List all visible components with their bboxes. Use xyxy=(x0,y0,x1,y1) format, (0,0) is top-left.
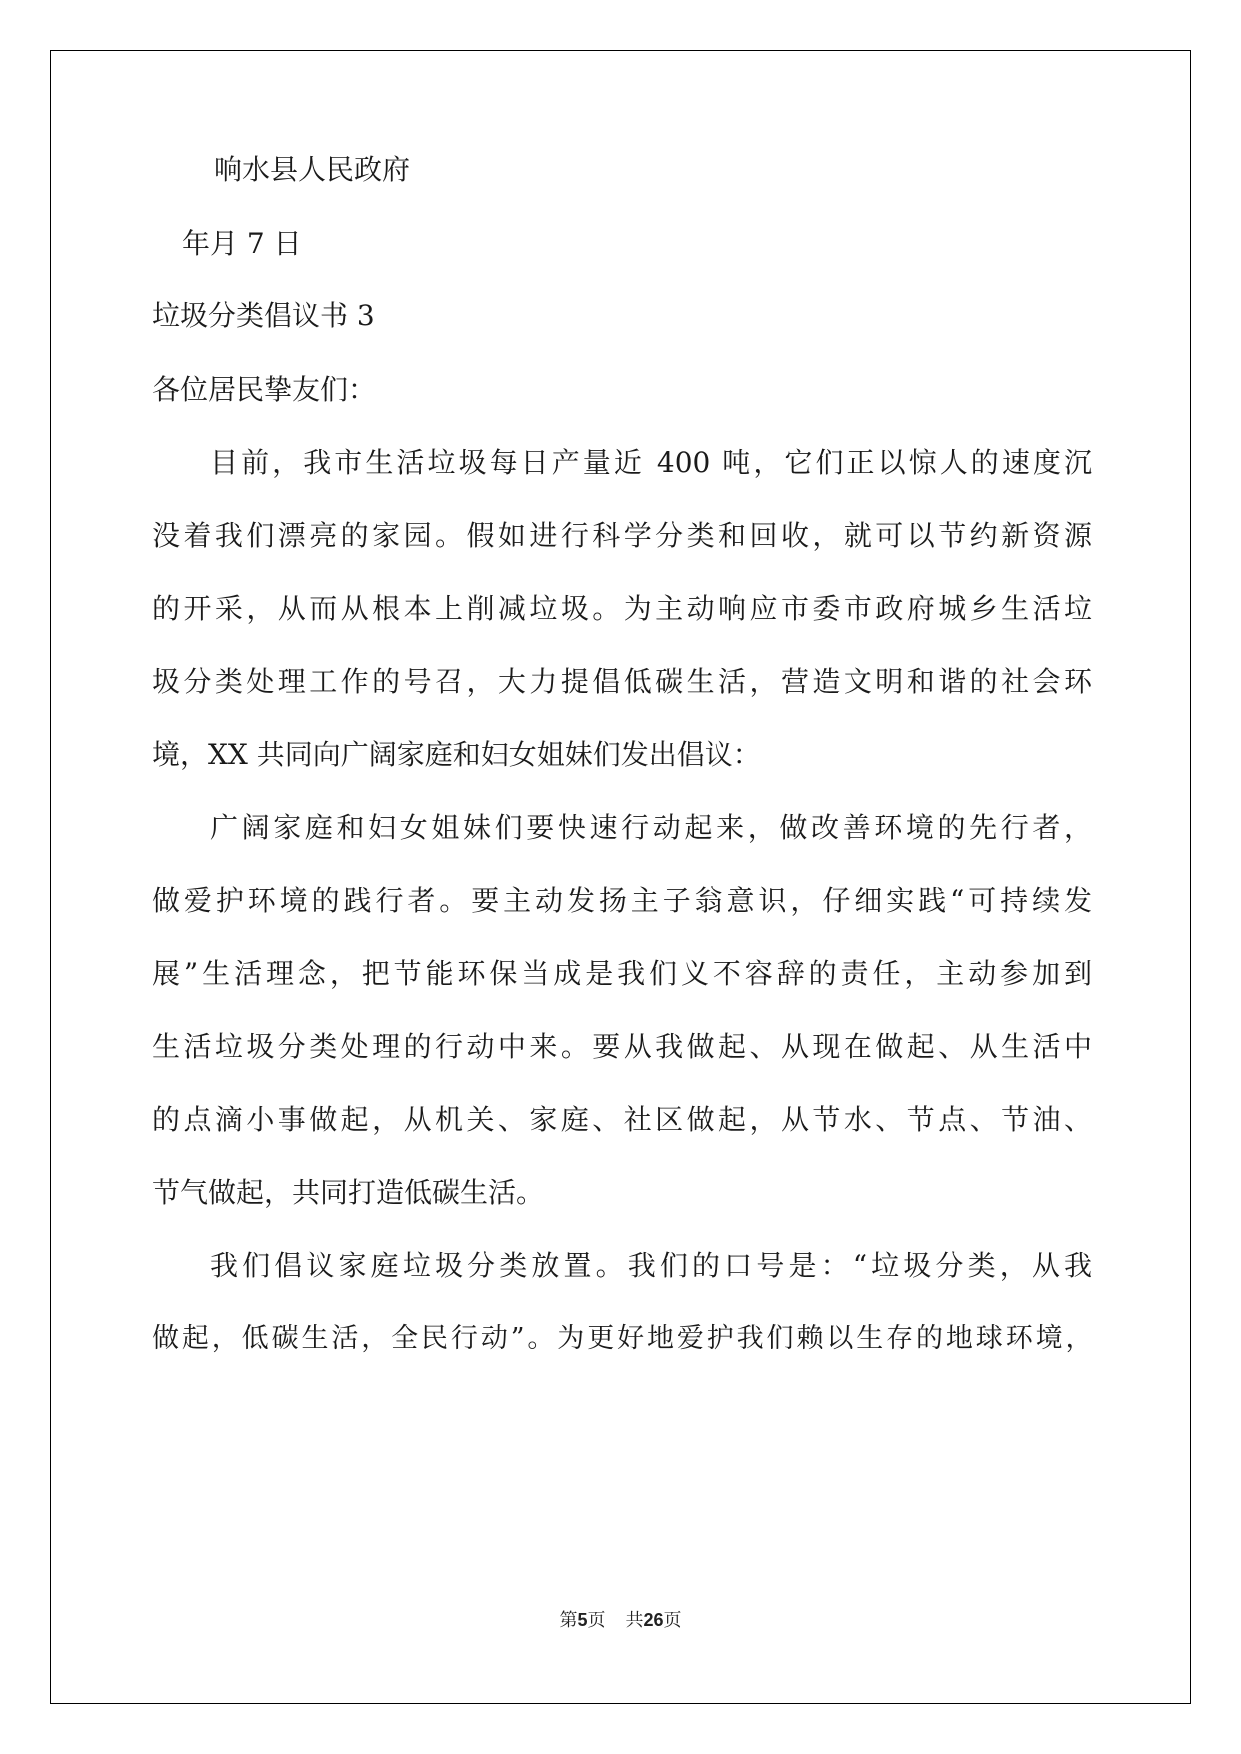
footer-page-suffix: 页 xyxy=(587,1610,606,1631)
paragraph-2-line-6: 节气做起，共同打造低碳生活。 xyxy=(152,1176,545,1209)
paragraph-1-line-1: 目前，我市生活垃圾每日产量近 400 吨，它们正以惊人的速度沉 xyxy=(210,446,1092,479)
paragraph-3-line-2: 做起，低碳生活，全民行动”。为更好地爱护我们赖以生存的地球环境， xyxy=(152,1323,1092,1354)
paragraph-1-line-3: 的开采，从而从根本上削减垃圾。为主动响应市委市政府城乡生活垃 xyxy=(152,592,1092,625)
footer-total-suffix: 页 xyxy=(663,1610,682,1631)
paragraph-1-line-5: 境，XX 共同向广阔家庭和妇女姐妹们发出倡议： xyxy=(152,738,761,771)
paragraph-2-line-5: 的点滴小事做起，从机关、家庭、社区做起，从节水、节点、节油、 xyxy=(152,1103,1092,1136)
footer-page-number: 5 xyxy=(577,1610,588,1630)
paragraph-2-line-3: 展”生活理念，把节能环保当成是我们义不容辞的责任，主动参加到 xyxy=(152,957,1092,990)
page-footer xyxy=(0,1608,1241,1633)
paragraph-3-line-1: 我们倡议家庭垃圾分类放置。我们的口号是：“垃圾分类，从我 xyxy=(210,1249,1092,1282)
paragraph-1-line-4: 圾分类处理工作的号召，大力提倡低碳生活，营造文明和谐的社会环 xyxy=(152,665,1092,698)
paragraph-2-line-2: 做爱护环境的践行者。要主动发扬主子翁意识，仔细实践“可持续发 xyxy=(152,884,1092,917)
paragraph-2-line-1: 广阔家庭和妇女姐妹们要快速行动起来，做改善环境的先行者， xyxy=(210,811,1092,844)
signature-date: 年月 7 日 xyxy=(182,227,302,260)
footer-total-prefix: 共 xyxy=(625,1610,644,1631)
section-title: 垃圾分类倡议书 3 xyxy=(152,299,375,332)
paragraph-1-line-2: 没着我们漂亮的家园。假如进行科学分类和回收，就可以节约新资源 xyxy=(152,519,1092,552)
signature-org: 响水县人民政府 xyxy=(214,153,411,186)
footer-page-prefix: 第 xyxy=(559,1610,578,1631)
paragraph-2-line-4: 生活垃圾分类处理的行动中来。要从我做起、从现在做起、从生活中 xyxy=(152,1030,1092,1063)
footer-total-pages: 26 xyxy=(643,1610,664,1630)
salutation: 各位居民挚友们： xyxy=(152,373,377,406)
